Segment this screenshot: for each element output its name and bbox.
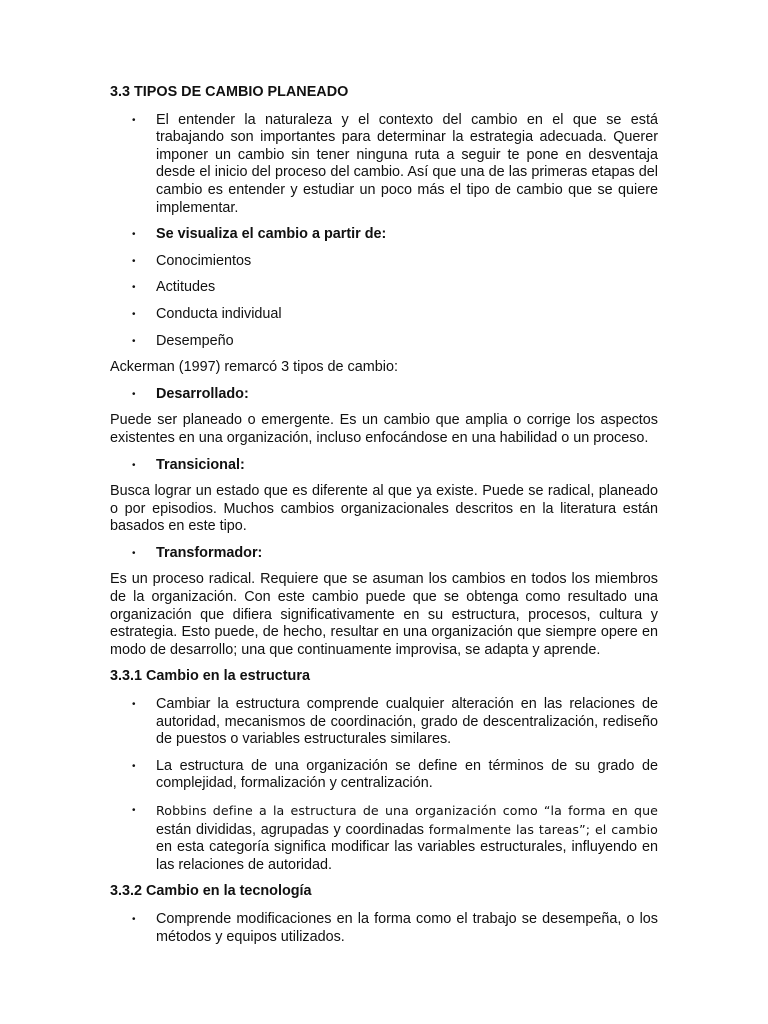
estructura-list xyxy=(110,696,658,874)
section-title: 3.3 TIPOS DE CAMBIO PLANEADO xyxy=(110,84,349,100)
visualiza-item: Desempeño xyxy=(156,332,234,349)
bullet-icon: • xyxy=(132,459,136,471)
list-item xyxy=(110,333,658,351)
bullet-icon: • xyxy=(132,335,136,347)
bullet-icon: • xyxy=(132,114,136,126)
estructura-text: La estructura de una organización se define en términos de su grado de complejidad, formalización y centralización. xyxy=(156,757,658,792)
list-item xyxy=(110,253,658,271)
ackerman-text: Ackerman (1997) remarcó 3 tipos de cambio: xyxy=(110,359,398,376)
visualiza-item: Conocimientos xyxy=(156,252,252,269)
robbins-text-part2: están divididas, agrupadas y coordinadas xyxy=(156,821,424,838)
bullet-icon: • xyxy=(132,308,136,320)
visualiza-label: Se visualiza el cambio a partir de: xyxy=(156,226,387,243)
tecnologia-text: Comprende modificaciones en la forma como el trabajo se desempeña, o los métodos y equipos utilizados. xyxy=(156,910,658,945)
robbins-text-part1: Robbins define a la estructura de una organización como “la forma en que xyxy=(156,803,658,818)
bullet-icon: • xyxy=(132,255,136,267)
subsection-title-estructura: 3.3.1 Cambio en la estructura xyxy=(110,668,310,685)
type-list xyxy=(110,545,658,563)
visualiza-item: Actitudes xyxy=(156,279,216,296)
bullet-icon: • xyxy=(132,547,136,559)
type-description: Busca lograr un estado que es diferente al que ya existe. Puede se radical, planeado o por episodios. Muchos cambios organizacionales descritos en la literatura están basados en este tipo. xyxy=(110,483,658,535)
list-item xyxy=(110,911,658,946)
bullet-icon: • xyxy=(132,388,136,400)
type-list xyxy=(110,386,658,404)
type-label: Desarrollado: xyxy=(156,385,249,402)
tecnologia-list xyxy=(110,911,658,946)
bullet-icon: • xyxy=(132,699,136,711)
list-item xyxy=(110,545,658,563)
list-item xyxy=(110,226,658,244)
type-label: Transicional: xyxy=(156,456,245,473)
subsection-title-tecnologia: 3.3.2 Cambio en la tecnología xyxy=(110,883,312,900)
robbins-text-part4: en esta categoría significa modificar las variables estructurales, influyendo en las relaciones de autoridad. xyxy=(156,839,658,873)
bullet-icon: • xyxy=(132,229,136,241)
list-item xyxy=(110,386,658,404)
visualiza-item: Conducta individual xyxy=(156,305,282,322)
type-description: Puede ser planeado o emergente. Es un cambio que amplia o corrige los aspectos existentes en una organización, incluso enfocándose en una habilidad o un proceso. xyxy=(110,412,658,446)
estructura-text: Cambiar la estructura comprende cualquier alteración en las relaciones de autoridad, mecanismos de coordinación, grado de descentralización, rediseño de puestos o variables estructurales similares. xyxy=(156,696,658,748)
bullet-icon: • xyxy=(132,913,136,925)
list-item xyxy=(110,112,658,218)
document-page xyxy=(110,84,658,955)
intro-text: El entender la naturaleza y el contexto del cambio en el que se está trabajando son importantes para determinar la estrategia adecuada. Querer imponer un cambio sin tener ninguna ruta a seguir te pone en desventaja desde el inicio del proceso del cambio. Así que una de las primeras etapas del cambio es entender y estudiar un poco más el tipo de cambio que se quiere implementar. xyxy=(156,111,658,216)
type-description: Es un proceso radical. Requiere que se asuman los cambios en todos los miembros de la organización. Con este cambio puede que se obtenga como resultado una organización que difiera significativamente en su estructura, procesos, cultura y estrategia. Esto puede, de hecho, resultar en una organización que siempre opere en modo de desarrollo; una que continuamente improvisa, se adapta y aprende. xyxy=(110,571,658,658)
list-item xyxy=(110,279,658,297)
robbins-text-part3: formalmente las tareas”; el cambio xyxy=(428,821,658,837)
type-label: Transformador: xyxy=(156,544,263,561)
type-list xyxy=(110,457,658,475)
list-item xyxy=(110,306,658,324)
bullet-icon: • xyxy=(132,805,136,816)
list-item xyxy=(110,457,658,475)
list-item xyxy=(110,696,658,749)
intro-list xyxy=(110,112,658,351)
list-item xyxy=(110,758,658,793)
list-item xyxy=(110,802,658,874)
bullet-icon: • xyxy=(132,282,136,294)
bullet-icon: • xyxy=(132,760,136,772)
